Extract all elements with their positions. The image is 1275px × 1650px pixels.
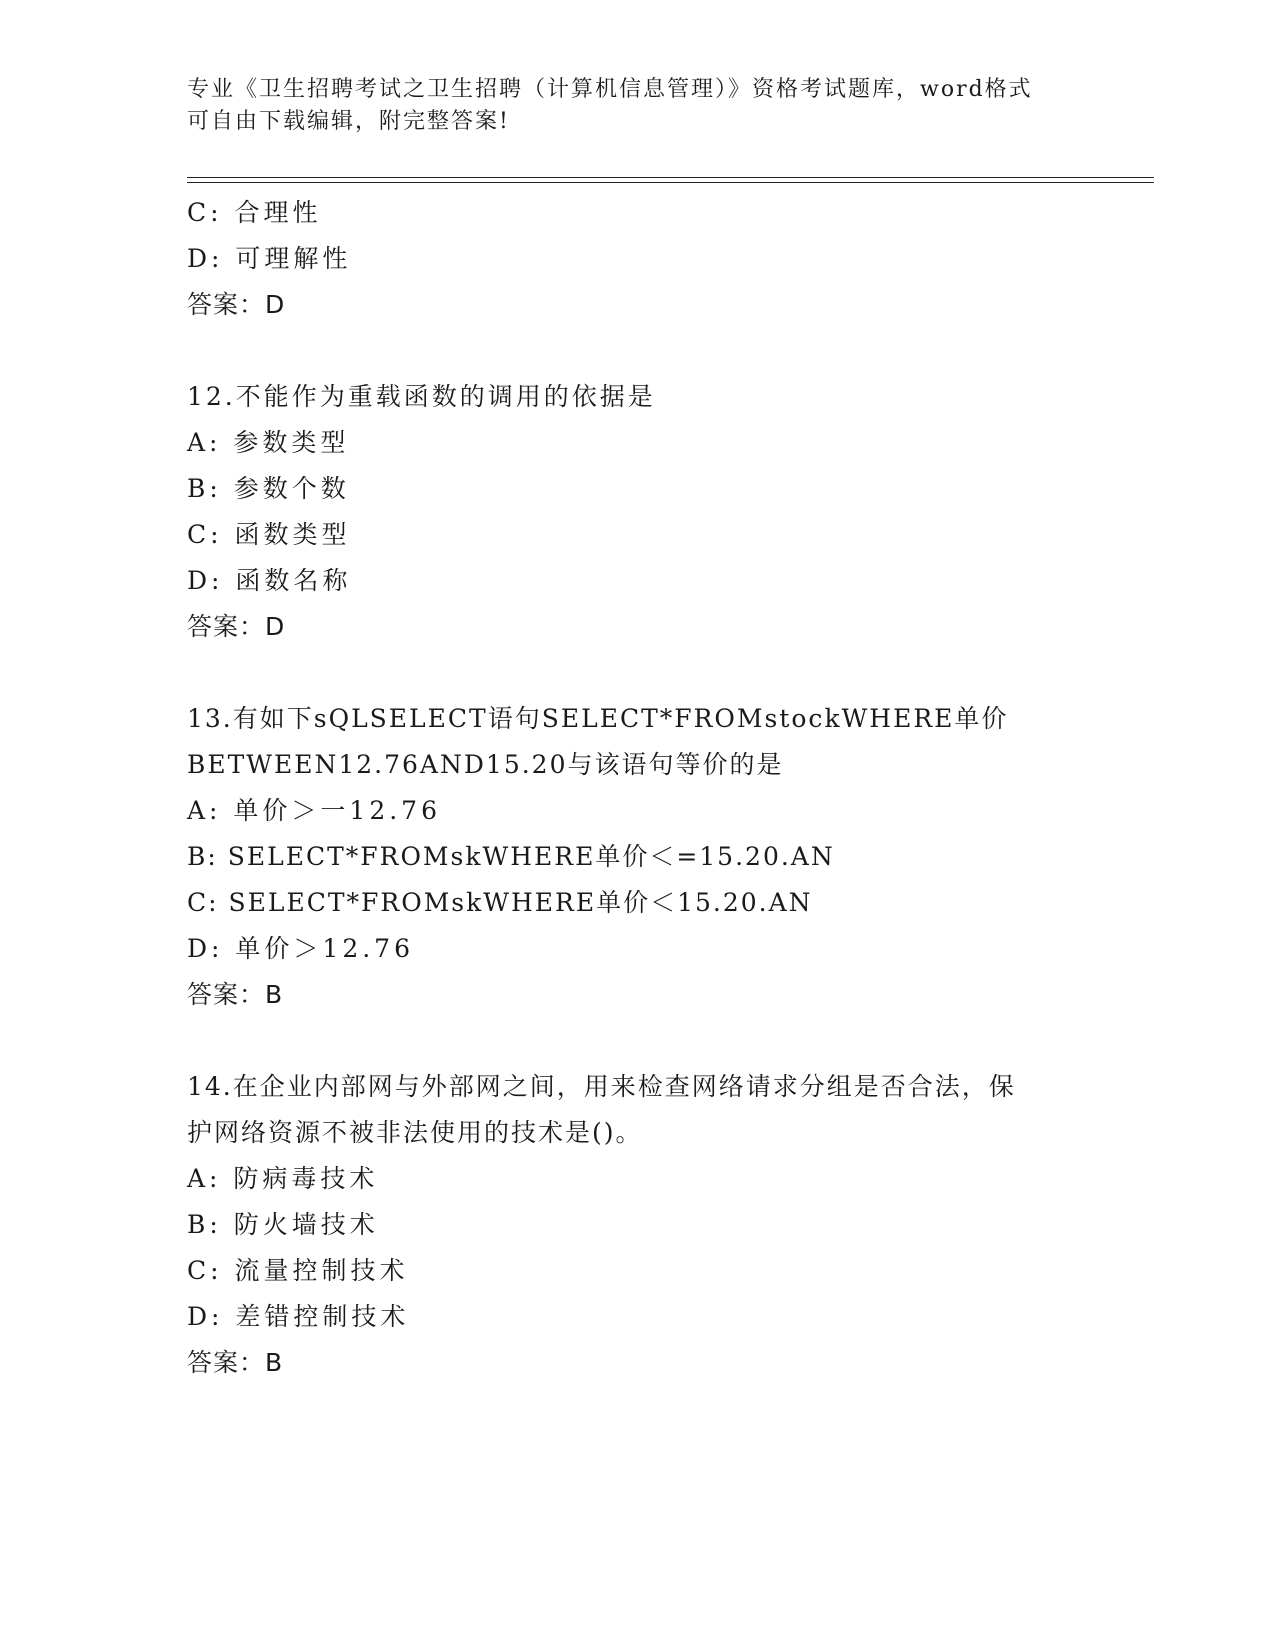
- option-b: B: 参数个数: [187, 474, 350, 503]
- question-block-13: [187, 696, 1087, 1018]
- question-block-14: [187, 1064, 1087, 1386]
- option-d: D: 函数名称: [187, 566, 352, 595]
- option-a: A: 参数类型: [187, 428, 350, 457]
- option-b: B: SELECT*FROMskWHERE单价＜=15.20.AN: [187, 842, 835, 871]
- header-rule-top: [187, 177, 1154, 178]
- option-d: D: 差错控制技术: [187, 1302, 410, 1331]
- answer-line: 答案：B: [187, 1348, 284, 1377]
- question-text-line-1: 13.有如下sQLSELECT语句SELECT*FROMstockWHERE单价: [187, 704, 1009, 733]
- question-block-previous: [187, 190, 1087, 328]
- option-c: C: 流量控制技术: [187, 1256, 409, 1285]
- option-b: B: 防火墙技术: [187, 1210, 379, 1239]
- option-c: C: SELECT*FROMskWHERE单价＜15.20.AN: [187, 888, 813, 917]
- option-a: A: 单价＞一12.76: [187, 796, 441, 825]
- spacer: [187, 650, 1087, 696]
- answer-line: 答案：B: [187, 980, 284, 1009]
- option-d: D: 单价＞12.76: [187, 934, 414, 963]
- option-d: D: 可理解性: [187, 244, 352, 273]
- question-text-line-2: 护网络资源不被非法使用的技术是()。: [187, 1118, 643, 1147]
- document-header: [187, 74, 1087, 138]
- question-block-12: [187, 374, 1087, 650]
- answer-line: 答案：D: [187, 290, 286, 319]
- spacer: [187, 1018, 1087, 1064]
- question-text: 12.不能作为重载函数的调用的依据是: [187, 382, 656, 411]
- header-rule-bottom: [187, 182, 1154, 183]
- option-a: A: 防病毒技术: [187, 1164, 379, 1193]
- option-c: C: 合理性: [187, 198, 322, 227]
- answer-line: 答案：D: [187, 612, 286, 641]
- option-c: C: 函数类型: [187, 520, 351, 549]
- spacer: [187, 328, 1087, 374]
- header-line-1: 专业《卫生招聘考试之卫生招聘（计算机信息管理）》资格考试题库，word格式: [187, 77, 1033, 102]
- question-list: [187, 190, 1087, 1386]
- header-line-2: 可自由下载编辑，附完整答案!: [187, 109, 510, 134]
- question-text-line-1: 14.在企业内部网与外部网之间，用来检查网络请求分组是否合法，保: [187, 1072, 1016, 1101]
- question-text-line-2: BETWEEN12.76AND15.20与该语句等价的是: [187, 750, 784, 779]
